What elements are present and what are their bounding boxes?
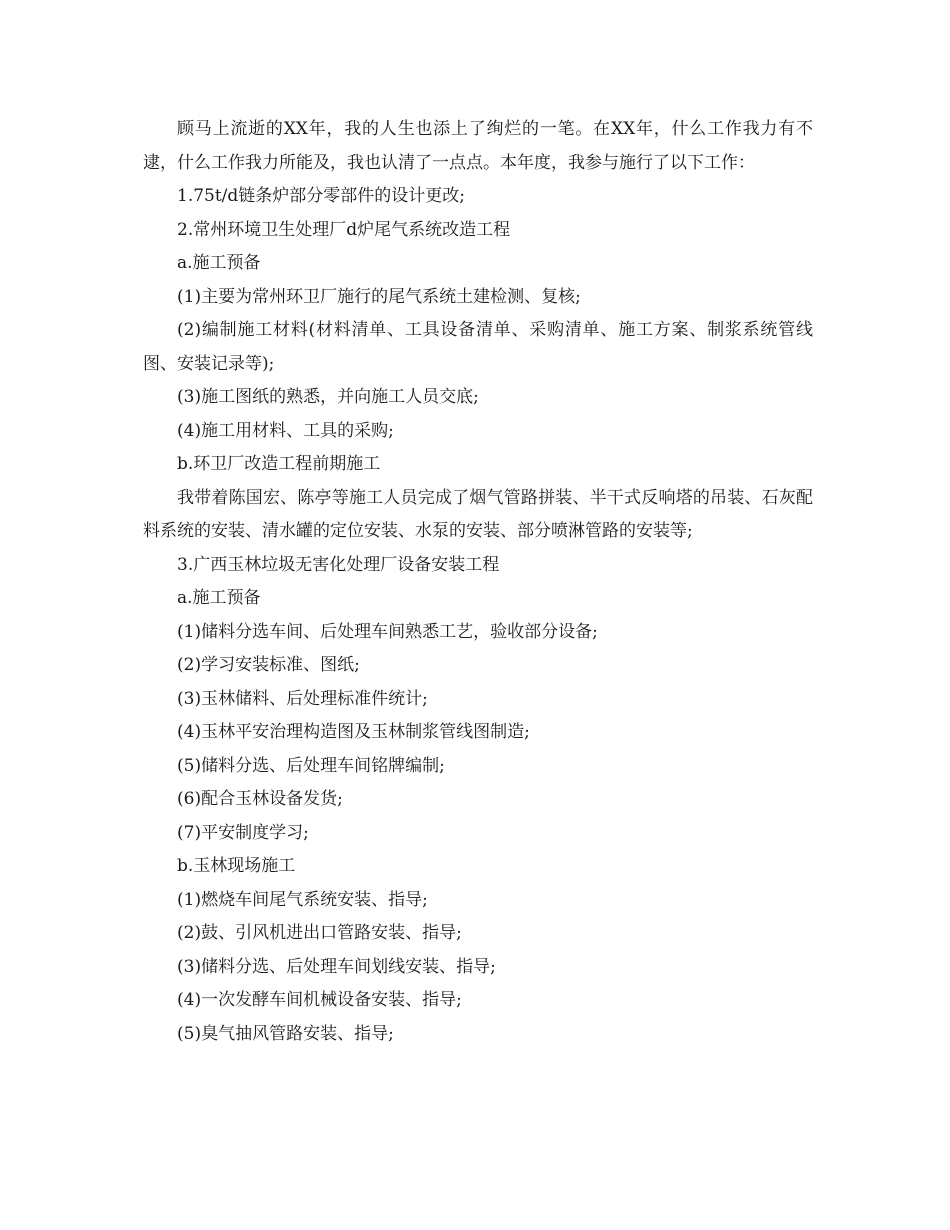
list-item: (2)编制施工材料(材料清单、工具设备清单、采购清单、施工方案、制浆系统管线图、安装记录等); <box>143 320 813 374</box>
section-heading: 3.广西玉林垃圾无害化处理厂设备安装工程 <box>177 554 500 575</box>
section-heading: 2.常州环境卫生处理厂d炉尾气系统改造工程 <box>177 219 511 240</box>
list-item: (7)平安制度学习; <box>177 822 309 843</box>
list-item: (2)学习安装标准、图纸; <box>177 655 360 675</box>
subsection-heading: a.施工预备 <box>177 253 261 273</box>
list-item: (3)玉林储料、后处理标准件统计; <box>177 688 428 709</box>
document-body <box>143 113 813 1051</box>
list-item: 1.75t/d链条炉部分零部件的设计更改; <box>177 186 466 206</box>
list-item: (3)储料分选、后处理车间划线安装、指导; <box>177 956 496 977</box>
list-item: (1)储料分选车间、后处理车间熟悉工艺，验收部分设备; <box>177 621 598 642</box>
subsection-heading: a.施工预备 <box>177 588 261 608</box>
list-item: (1)燃烧车间尾气系统安装、指导; <box>177 889 428 910</box>
list-item: (1)主要为常州环卫厂施行的尾气系统土建检测、复核; <box>177 286 581 307</box>
list-item: (4)玉林平安治理构造图及玉林制浆管线图制造; <box>177 722 530 742</box>
list-item: (3)施工图纸的熟悉，并向施工人员交底; <box>177 387 479 407</box>
subsection-heading: b.环卫厂改造工程前期施工 <box>177 454 381 474</box>
list-item: (2)鼓、引风机进出口管路安装、指导; <box>177 923 462 943</box>
paragraph-body: 我带着陈国宏、陈亭等施工人员完成了烟气管路拼装、半干式反响塔的吊装、石灰配料系统的安装、清水罐的定位安装、水泵的安装、部分喷淋管路的安装等; <box>143 487 813 541</box>
list-item: (6)配合玉林设备发货; <box>177 789 343 809</box>
list-item: (5)臭气抽风管路安装、指导; <box>177 1023 394 1044</box>
paragraph-intro: 顾马上流逝的XX年，我的人生也添上了绚烂的一笔。在XX年，什么工作我力有不逮，什么工作我力所能及，我也认清了一点点。本年度，我参与施行了以下工作： <box>143 119 813 173</box>
list-item: (4)一次发酵车间机械设备安装、指导; <box>177 990 462 1010</box>
list-item: (4)施工用材料、工具的采购; <box>177 420 394 441</box>
subsection-heading: b.玉林现场施工 <box>177 856 296 876</box>
list-item: (5)储料分选、后处理车间铭牌编制; <box>177 755 445 776</box>
